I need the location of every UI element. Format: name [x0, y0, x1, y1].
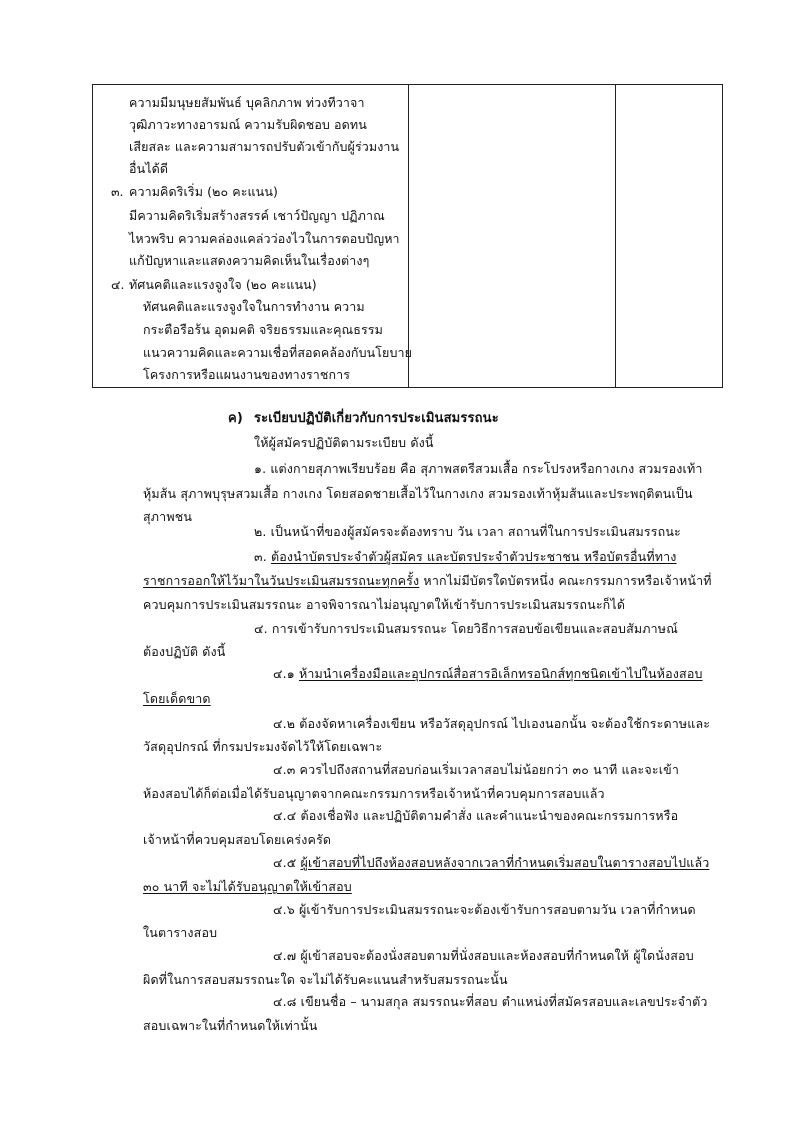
rule-line: ๔. การเข้ารับการประเมินสมรรถนะ โดยวิธีการสอบข้อเขียนและสอบสัมภาษณ์ [254, 621, 678, 636]
criteria-line: แนวความคิดและความเชื่อที่สอดคล้องกับนโยบาย [143, 345, 413, 360]
criteria-line: ทัศนคติและแรงจูงใจในการทำงาน ความ [143, 299, 365, 314]
rule-emphasis: ราชการออกให้ไว้มาในวันประเมินสมรรถนะทุกครั้ง [143, 573, 420, 588]
criteria-line: อื่นได้ดี [129, 161, 169, 176]
rule-line: วัสดุอุปกรณ์ ที่กรมประมงจัดไว้ให้โดยเฉพาะ [143, 739, 383, 754]
section-label: ค) [228, 411, 243, 426]
criteria-item-number: ๓. [111, 184, 124, 199]
rule-line: ในตารางสอบ [143, 925, 218, 940]
criteria-cell [93, 85, 413, 387]
criteria-item-title: ความคิดริเริ่ม (๒๐ คะแนน) [129, 184, 278, 199]
rule-line: เจ้าหน้าที่ควบคุมสอบโดยเคร่งครัด [143, 832, 332, 847]
rule-number: ๔.๕ [273, 855, 301, 870]
criteria-table [92, 84, 723, 388]
rule-line: ๔.๒ ต้องจัดหาเครื่องเขียน หรือวัสดุอุปกรณ์ ไปเองนอกนั้น จะต้องใช้กระดาษและ [273, 716, 711, 731]
table-column-divider [408, 85, 409, 387]
rule-emphasis: ๓๐ นาที จะไม่ได้รับอนุญาตให้เข้าสอบ [143, 879, 352, 894]
rule-emphasis: ห้ามนำเครื่องมือและอุปกรณ์สื่อสารอิเล็กทรอนิกส์ทุกชนิดเข้าไปในห้องสอบ [298, 666, 703, 681]
rule-line [254, 547, 677, 567]
rule-line [273, 853, 709, 873]
rule-line: ต้องปฏิบัติ ดังนี้ [143, 644, 226, 659]
rule-line: ๑. แต่งกายสุภาพเรียบร้อย คือ สุภาพสตรีสวมเสื้อ กระโปรงหรือกางเกง สวมรองเท้า [254, 461, 703, 476]
rule-line: ๒. เป็นหน้าที่ของผู้สมัครจะต้องทราบ วัน เวลา สถานที่ในการประเมินสมรรถนะ [254, 524, 681, 539]
rule-line: ๔.๖ ผู้เข้ารับการประเมินสมรรถนะจะต้องเข้ารับการสอบตามวัน เวลาที่กำหนด [273, 902, 696, 917]
section-heading: ระเบียบปฏิบัติเกี่ยวกับการประเมินสมรรถนะ [254, 411, 499, 426]
rule-emphasis: โดยเด็ดขาด [143, 691, 211, 706]
rule-line: ๔.๔ ต้องเชื่อฟัง และปฏิบัติตามคำสั่ง และคำแนะนำของคณะกรรมการหรือ [273, 808, 679, 823]
rule-line: หุ้มส้น สุภาพบุรุษสวมเสื้อ กางเกง โดยสอดชายเสื้อไว้ในกางเกง สวมรองเท้าหุ้มส้นและประพฤติตนเป็น [143, 486, 693, 501]
rule-text: หากไม่มีบัตรใดบัตรหนึ่ง คณะกรรมการหรือเจ้าหน้าที่ [419, 573, 712, 588]
criteria-line: กระตือรือร้น อุดมคติ จริยธรรมและคุณธรรม [143, 322, 383, 337]
rule-line: ห้องสอบได้ก็ต่อเมื่อได้รับอนุญาตจากคณะกรรมการหรือเจ้าหน้าที่ควบคุมการสอบแล้ว [143, 786, 605, 801]
rule-line: ผิดที่ในการสอบสมรรถนะใด จะไม่ได้รับคะแนนสำหรับสมรรถนะนั้น [143, 972, 508, 987]
criteria-line: มีความคิดริเริ่มสร้างสรรค์ เชาว์ปัญญา ปฏิภาณ [129, 208, 385, 223]
criteria-line: ไหวพริบ ความคล่องแคล่วว่องไวในการตอบปัญหา [129, 231, 400, 246]
rule-line [273, 664, 703, 684]
table-column-divider [615, 85, 616, 387]
section-intro: ให้ผู้สมัครปฏิบัติตามระเบียบ ดังนี้ [254, 435, 434, 450]
rule-line: ๔.๓ ควรไปถึงสถานที่สอบก่อนเริ่มเวลาสอบไม่น้อยกว่า ๓๐ นาที และจะเข้า [273, 762, 680, 777]
criteria-line: แก้ปัญหาและแสดงความคิดเห็นในเรื่องต่างๆ [129, 253, 370, 268]
rule-number: ๓. [254, 549, 271, 564]
rule-line: สอบเฉพาะในที่กำหนดให้เท่านั้น [143, 1018, 318, 1033]
rule-emphasis: ผู้เข้าสอบที่ไปถึงห้องสอบหลังจากเวลาที่กำหนดเริ่มสอบในตารางสอบไปแล้ว [300, 855, 710, 870]
rule-number: ๔.๑ [273, 666, 299, 681]
rule-line [143, 571, 712, 591]
rule-line: ควบคุมการประเมินสมรรถนะ อาจพิจารณาไม่อนุญาตให้เข้ารับการประเมินสมรรถนะก็ได้ [143, 597, 626, 612]
rule-line: ๔.๘ เขียนชื่อ – นามสกุล สมรรถนะที่สอบ ตำแหน่งที่สมัครสอบและเลขประจำตัว [273, 994, 708, 1009]
rule-line: ๔.๗ ผู้เข้าสอบจะต้องนั่งสอบตามที่นั่งสอบและห้องสอบที่กำหนดให้ ผู้ใดนั่งสอบ [273, 948, 694, 963]
criteria-line: วุฒิภาวะทางอารมณ์ ความรับผิดชอบ อดทน [129, 117, 367, 132]
criteria-item-number: ๔. [111, 277, 125, 292]
criteria-line: ความมีมนุษยสัมพันธ์ บุคลิกภาพ ท่วงทีวาจา [129, 95, 365, 110]
rule-line: สุภาพชน [143, 509, 193, 524]
rule-emphasis: ต้องนำบัตรประจำตัวผู้สมัคร และบัตรประจำตัวประชาชน หรือบัตรอื่นที่ทาง [270, 549, 677, 564]
criteria-item-title: ทัศนคติและแรงจูงใจ (๒๐ คะแนน) [129, 277, 317, 292]
criteria-line: โครงการหรือแผนงานของทางราชการ [143, 367, 351, 382]
criteria-line: เสียสละ และความสามารถปรับตัวเข้ากับผู้ร่วมงาน [129, 139, 400, 154]
